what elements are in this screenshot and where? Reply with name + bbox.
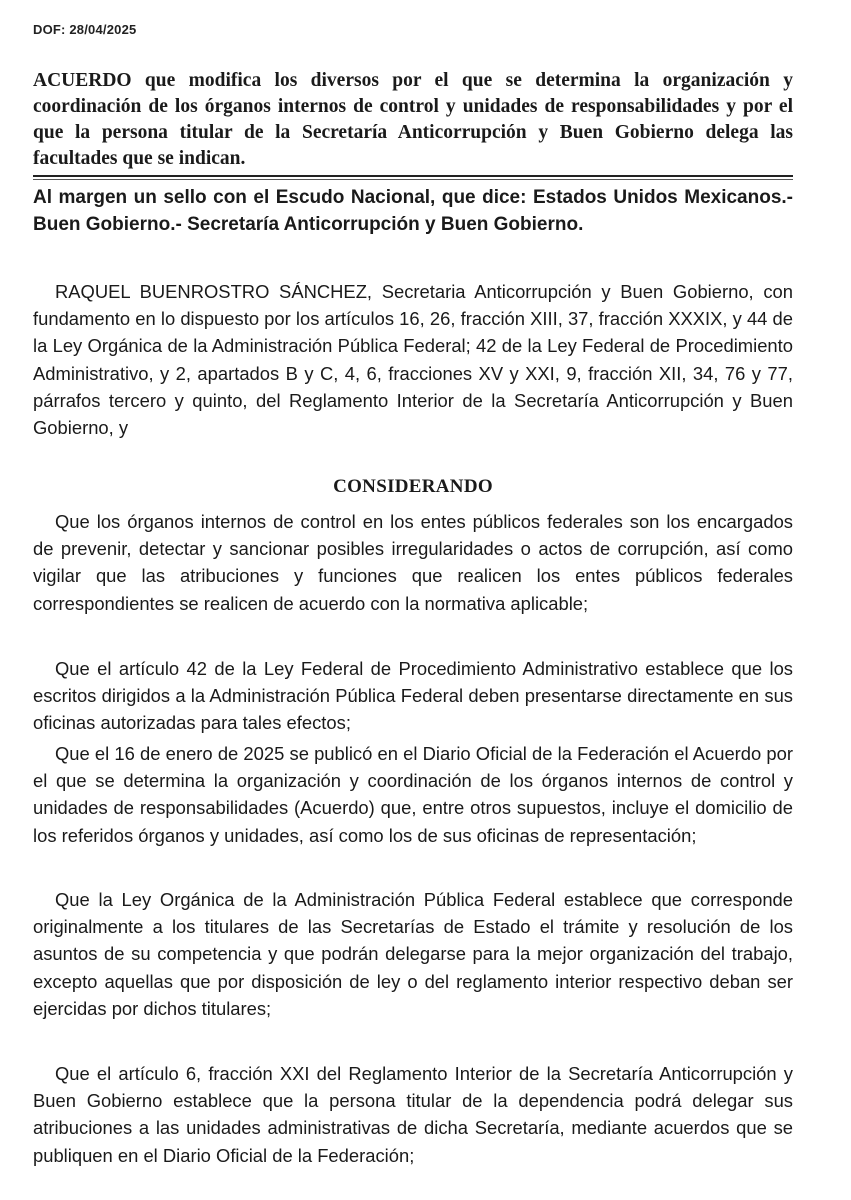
- document-title: ACUERDO que modifica los diversos por el que se determina la organización y coordinación de los órganos internos de control y unidades de responsabilidades y por el que la persona titular de la Secretaría Anticorrupción y Buen Gobierno delega las facultades que se indican.: [33, 70, 793, 169]
- considerando-paragraph-2: Que el artículo 42 de la Ley Federal de Procedimiento Administrativo establece que los escritos dirigidos a la Administración Pública Federal deben presentarse directamente en sus oficinas autorizadas para tales efectos;: [33, 658, 793, 734]
- dof-date: DOF: 28/04/2025: [33, 22, 137, 37]
- considerando-paragraph-4: Que la Ley Orgánica de la Administración Pública Federal establece que corresponde originalmente a los titulares de las Secretarías de Estado el trámite y resolución de los asuntos de su competencia y que podrán delegarse para la mejor organización del trabajo, excepto aquellas que por disposición de ley o del reglamento interior respectivo deban ser ejercidas por dichos titulares;: [33, 889, 793, 1019]
- title-divider: [33, 175, 793, 177]
- considerando-paragraph-3: Que el 16 de enero de 2025 se publicó en el Diario Oficial de la Federación el Acuerdo por el que se determina la organización y coordinación de los órganos internos de control y unidades de responsabilidades (Acuerdo) que, entre otros supuestos, incluye el domicilio de los referidos órganos y unidades, así como los de sus oficinas de representación;: [33, 743, 793, 846]
- considerando-paragraph-5: Que el artículo 6, fracción XXI del Reglamento Interior de la Secretaría Anticorrupción y Buen Gobierno establece que la persona titular de la dependencia podrá delegar sus atribuciones a las unidades administrativas de dicha Secretaría, mediante acuerdos que se publiquen en el Diario Oficial de la Federación;: [33, 1063, 793, 1166]
- considerando-paragraph-1: Que los órganos internos de control en los entes públicos federales son los encargados de prevenir, detectar y sancionar posibles irregularidades o actos de corrupción, así como vigilar que las atribuciones y funciones que realicen los entes públicos federales correspondientes se realicen de acuerdo con la normativa aplicable;: [33, 511, 793, 614]
- considerando-heading: CONSIDERANDO: [333, 476, 493, 497]
- preamble-paragraph: RAQUEL BUENROSTRO SÁNCHEZ, Secretaria Anticorrupción y Buen Gobierno, con fundamento en lo dispuesto por los artículos 16, 26, fracción XIII, 37, fracción XXXIX, y 44 de la Ley Orgánica de la Administración Pública Federal; 42 de la Ley Federal de Procedimiento Administrativo, y 2, apartados B y C, 4, 6, fracciones XV y XXI, 9, fracción XII, 34, 76 y 77, párrafos tercero y quinto, del Reglamento Interior de la Secretaría Anticorrupción y Buen Gobierno, y: [33, 281, 793, 439]
- title-divider-secondary: [33, 179, 793, 180]
- seal-note: Al margen un sello con el Escudo Nacional, que dice: Estados Unidos Mexicanos.- Buen Gobierno.- Secretaría Anticorrupción y Buen Gobierno.: [33, 187, 793, 235]
